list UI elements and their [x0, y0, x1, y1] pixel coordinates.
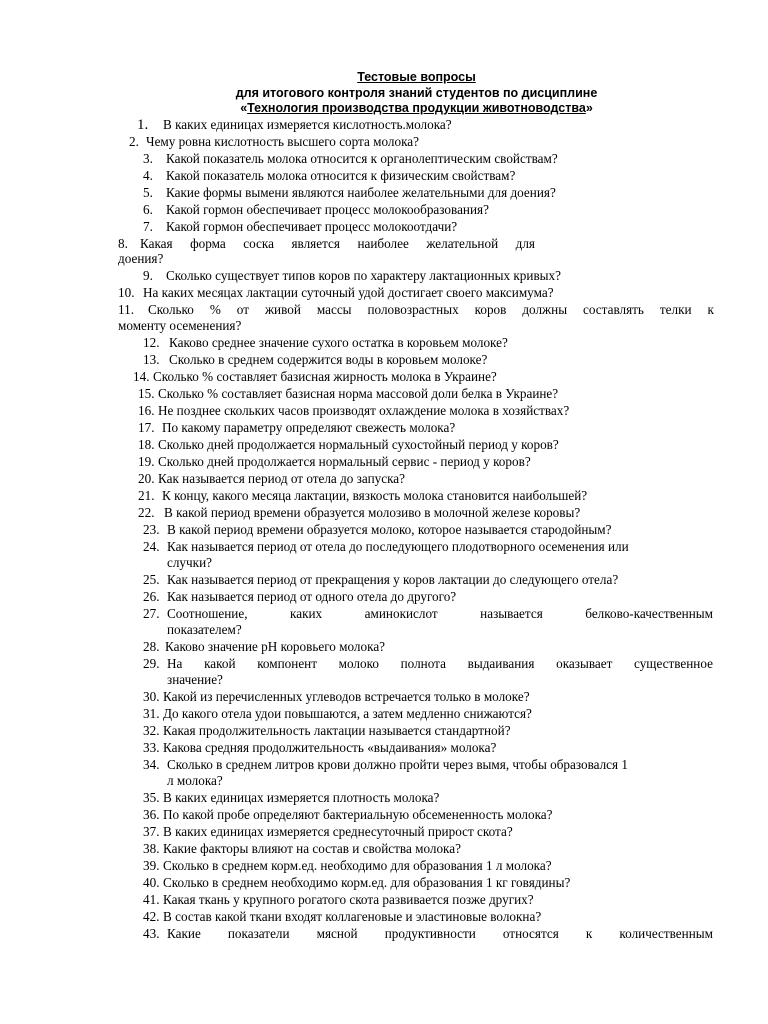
- question-number: 22.: [138, 505, 155, 520]
- doc-subtitle: для итогового контроля знаний студентов по дисциплине: [235, 86, 598, 100]
- question-text: Как называется период от прекращения у коров лактации до следующего отела?: [167, 572, 619, 587]
- question-word: каких: [290, 606, 323, 621]
- question-number: 2.: [129, 134, 139, 149]
- question-number: 41.: [143, 892, 160, 907]
- question-word: половозрастных: [367, 302, 459, 317]
- question-word: Какая: [140, 236, 173, 251]
- question-text: Какая продолжительность лактации называется стандартной?: [163, 723, 511, 738]
- question-word: выдаивания: [467, 656, 535, 671]
- question-word: аминокислот: [364, 606, 438, 621]
- question-word: наиболее: [357, 236, 409, 251]
- question-text-continued: доения?: [118, 251, 164, 266]
- question-word: Соотношение,: [167, 606, 248, 621]
- question-word: к: [707, 302, 714, 317]
- question-word: от: [236, 302, 249, 317]
- question-text: [167, 606, 713, 622]
- question-text: Какой показатель молока относится к физическим свойствам?: [166, 168, 516, 183]
- question-text: Какие формы вымени являются наиболее желательными для доения?: [166, 185, 556, 200]
- question-text: Какая ткань у крупного рогатого скота развивается позже других?: [163, 892, 534, 907]
- question-number: 9.: [143, 268, 153, 283]
- question-number: 37.: [143, 824, 160, 839]
- question-text: В каких единицах измеряется кислотность.молока?: [163, 117, 452, 132]
- question-word: относятся: [502, 926, 559, 941]
- question-text: Сколько дней продолжается нормальный сухостойный период у коров?: [158, 437, 559, 452]
- question-number: 33.: [143, 740, 160, 755]
- question-text: [167, 926, 713, 942]
- question-word: является: [291, 236, 340, 251]
- question-word: белково-качественным: [585, 606, 713, 621]
- question-word: форма: [190, 236, 226, 251]
- question-number: 25.: [143, 572, 160, 587]
- question-text: [167, 656, 713, 672]
- question-word: мясной: [316, 926, 358, 941]
- question-word: продуктивности: [384, 926, 476, 941]
- open-quote: «: [240, 101, 248, 115]
- question-number: 16.: [138, 403, 155, 418]
- question-text: Какой гормон обеспечивает процесс молокоотдачи?: [166, 219, 458, 234]
- question-number: 12.: [143, 335, 160, 350]
- question-text: [140, 236, 535, 252]
- subject-name: Технология производства продукции животноводства: [247, 101, 586, 115]
- question-number: 21.: [138, 488, 155, 503]
- question-text-continued: случки?: [167, 555, 212, 570]
- question-text: Чему ровна кислотность высшего сорта молока?: [146, 134, 419, 149]
- question-text: Как называется период от одного отела до другого?: [167, 589, 457, 604]
- question-number: 23.: [143, 522, 160, 537]
- question-number: 29.: [143, 656, 160, 671]
- question-word: оказывает: [556, 656, 613, 671]
- question-word: соска: [243, 236, 274, 251]
- question-text: Сколько в среднем необходимо корм.ед. для образования 1 кг говядины?: [163, 875, 571, 890]
- question-number: 28.: [143, 639, 160, 654]
- question-text: В какой период времени образуется молоко, которое называется стародойным?: [167, 522, 612, 537]
- question-text: Каково среднее значение сухого остатка в коровьем молоке?: [169, 335, 508, 350]
- question-text: В каких единицах измеряется плотность молока?: [163, 790, 440, 805]
- question-number: 8.: [118, 236, 128, 251]
- question-number: 13.: [143, 352, 160, 367]
- question-number: 4.: [143, 168, 153, 183]
- question-number: 3.: [143, 151, 153, 166]
- question-word: количественным: [619, 926, 713, 941]
- question-text: Как называется период от отела до запуска?: [158, 471, 405, 486]
- question-number: 20.: [138, 471, 155, 486]
- question-word: показатели: [227, 926, 290, 941]
- question-text: Как называется период от отела до последующего плодотворного осеменения или: [167, 539, 629, 554]
- question-word: %: [209, 302, 221, 317]
- question-number: 7.: [143, 219, 153, 234]
- question-text: Сколько в среднем содержится воды в коровьем молоке?: [169, 352, 488, 367]
- question-number: 24.: [143, 539, 160, 554]
- question-text: Сколько дней продолжается нормальный сервис - период у коров?: [158, 454, 531, 469]
- question-text: Какова средняя продолжительность «выдаивания» молока?: [163, 740, 497, 755]
- question-number: 32.: [143, 723, 160, 738]
- close-quote: »: [585, 101, 593, 115]
- question-word: массы: [316, 302, 352, 317]
- question-text: Каково значение рН коровьего молока?: [165, 639, 386, 654]
- question-number: 26.: [143, 589, 160, 604]
- question-number: 38.: [143, 841, 160, 856]
- question-text: В состав какой ткани входят коллагеновые и эластиновые волокна?: [163, 909, 542, 924]
- question-word: коров: [474, 302, 507, 317]
- question-number: 10.: [118, 285, 135, 300]
- question-number: 42.: [143, 909, 160, 924]
- question-text: Какой показатель молока относится к органолептическим свойствам?: [166, 151, 558, 166]
- question-word: молоко: [338, 656, 379, 671]
- question-word: существенное: [634, 656, 713, 671]
- question-number: 34.: [143, 757, 160, 772]
- question-number: 19.: [138, 454, 155, 469]
- question-text: До какого отела удои повышаются, а затем медленно снижаются?: [163, 706, 532, 721]
- question-word: полнота: [400, 656, 446, 671]
- question-text: К концу, какого месяца лактации, вязкость молока становится наибольшей?: [162, 488, 588, 503]
- question-text: Не позднее скольких часов производят охлаждение молока в хозяйствах?: [158, 403, 570, 418]
- doc-title: Тестовые вопросы: [357, 70, 476, 84]
- question-number: 14.: [133, 369, 150, 384]
- question-text: По какому параметру определяют свежесть молока?: [162, 420, 456, 435]
- question-number: 35.: [143, 790, 160, 805]
- question-text: Сколько % составляет базисная жирность молока в Украине?: [153, 369, 497, 384]
- question-text: На каких месяцах лактации суточный удой достигает своего максимума?: [143, 285, 554, 300]
- question-text: Какие факторы влияют на состав и свойства молока?: [163, 841, 461, 856]
- question-word: называется: [480, 606, 543, 621]
- question-number: 30.: [143, 689, 160, 704]
- question-number: 17.: [138, 420, 155, 435]
- question-number: 18.: [138, 437, 155, 452]
- doc-subject-line: [118, 100, 715, 116]
- question-number: 1.: [137, 117, 149, 133]
- question-text-continued: показателем?: [167, 622, 242, 637]
- question-number: 39.: [143, 858, 160, 873]
- question-word: для: [515, 236, 535, 251]
- question-word: Сколько: [148, 302, 194, 317]
- question-word: Какие: [167, 926, 201, 941]
- question-word: На: [167, 656, 183, 671]
- question-number: 43.: [143, 926, 160, 941]
- question-number: 11.: [118, 302, 134, 317]
- question-number: 36.: [143, 807, 160, 822]
- question-text: В какой период времени образуется молозиво в молочной железе коровы?: [164, 505, 581, 520]
- question-text: Сколько в среднем литров крови должно пройти через вымя, чтобы образовался 1: [167, 757, 628, 772]
- question-word: должны: [522, 302, 568, 317]
- question-number: 5.: [143, 185, 153, 200]
- question-number: 31.: [143, 706, 160, 721]
- question-number: 15.: [138, 386, 155, 401]
- question-text: По какой пробе определяют бактериальную обсемененность молока?: [163, 807, 553, 822]
- question-word: желательной: [426, 236, 499, 251]
- question-number: 40.: [143, 875, 160, 890]
- question-text-continued: л молока?: [167, 773, 223, 788]
- question-text: [148, 302, 714, 318]
- question-number: 6.: [143, 202, 153, 217]
- question-text: Сколько % составляет базисная норма массовой доли белка в Украине?: [158, 386, 559, 401]
- question-word: компонент: [257, 656, 317, 671]
- question-text: Какой из перечисленных углеводов встречается только в молоке?: [163, 689, 530, 704]
- question-text: Сколько существует типов коров по характеру лактационных кривых?: [166, 268, 561, 283]
- question-number: 27.: [143, 606, 160, 621]
- question-text-continued: значение?: [167, 672, 223, 687]
- question-word: какой: [204, 656, 236, 671]
- question-word: составлять: [583, 302, 644, 317]
- question-text: Какой гормон обеспечивает процесс молокообразования?: [166, 202, 489, 217]
- question-word: к: [585, 926, 593, 941]
- question-text: Сколько в среднем корм.ед. необходимо для образования 1 л молока?: [163, 858, 552, 873]
- question-text: В каких единицах измеряется среднесуточный прирост скота?: [163, 824, 513, 839]
- question-text-continued: моменту осеменения?: [118, 318, 242, 333]
- question-word: телки: [659, 302, 692, 317]
- question-word: живой: [264, 302, 301, 317]
